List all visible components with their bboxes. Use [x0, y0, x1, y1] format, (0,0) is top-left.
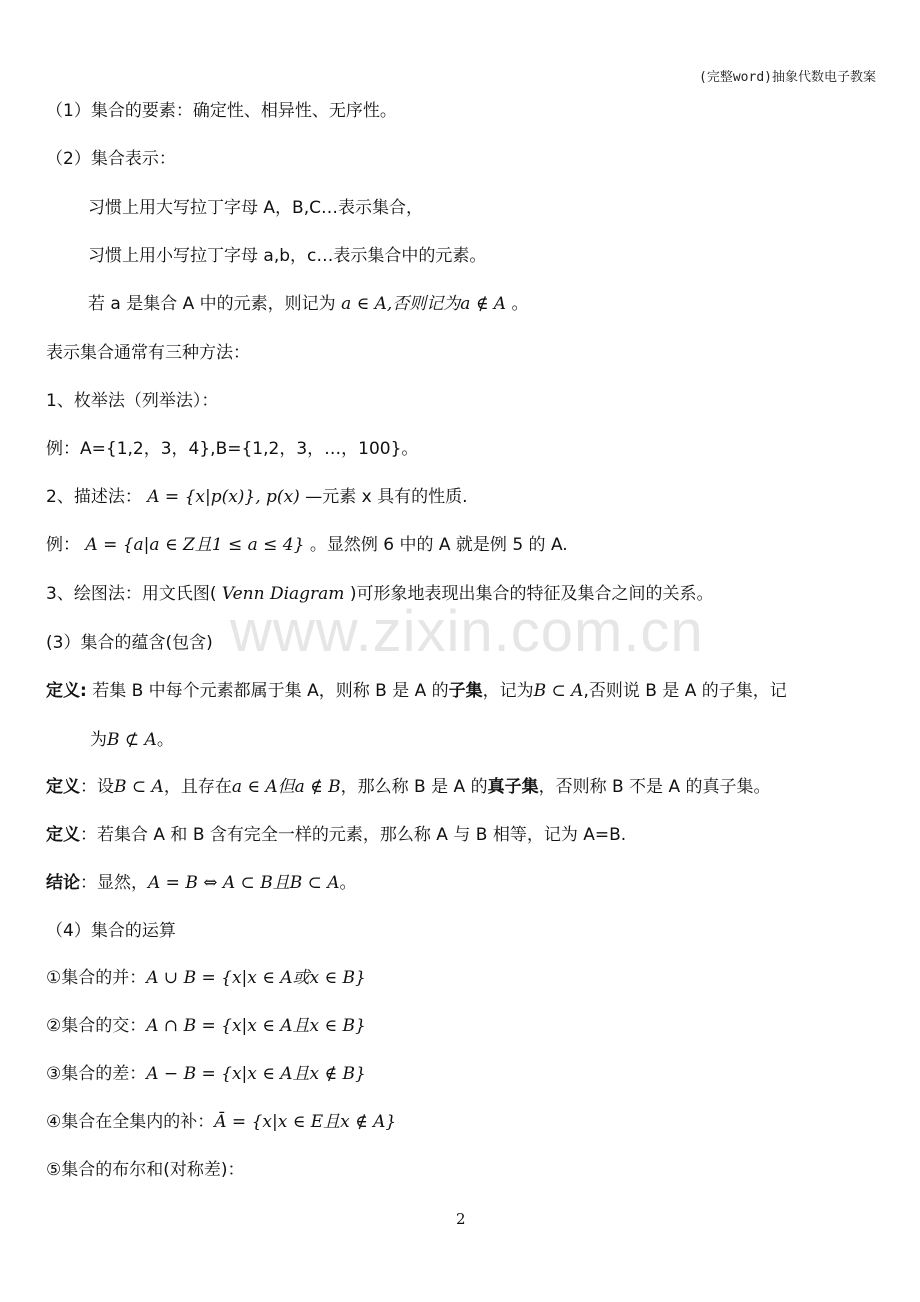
- proper-text-4: ，否则称 B 不是 A 的真子集。: [538, 777, 771, 797]
- line-intersection: [46, 1014, 366, 1038]
- line-equality-definition: [46, 823, 626, 847]
- conclusion-formula: A = B ⇔ A ⊂ B且B ⊂ A: [148, 873, 340, 893]
- proper-subset-term: 真子集: [487, 777, 539, 797]
- watermark: www.zixin.com.cn: [230, 599, 704, 664]
- line-conclusion: [46, 871, 357, 895]
- equality-text: ：若集合 A 和 B 含有完全一样的元素，那么称 A 与 B 相等，记为 A=B.: [80, 825, 627, 845]
- venn-label: 3、绘图法：用文氏图(: [46, 584, 217, 604]
- line-set-representation: （2）集合表示：: [46, 149, 176, 169]
- line-uppercase-letters: 习惯上用大写拉丁字母 A，B,C…表示集合，: [88, 198, 423, 218]
- union-label: ①集合的并：: [46, 968, 147, 988]
- line-enumeration: 1、枚举法（列举法）：: [46, 391, 219, 411]
- membership-formula: a ∈ A,否则记为a ∉ A: [341, 294, 507, 314]
- example-text: 。显然例 6 中的 A 就是例 5 的 A.: [309, 535, 568, 555]
- subset-text-3: ,否则说 B 是 A 的子集，记: [583, 681, 787, 701]
- venn-term: Venn Diagram: [221, 584, 345, 604]
- description-label: 2、描述法：: [46, 487, 142, 507]
- line-membership: [88, 292, 529, 316]
- proper-formula-1: B ⊂ A: [114, 777, 164, 797]
- line-lowercase-letters: 习惯上用小写拉丁字母 a,b，c…表示集合中的元素。: [88, 246, 487, 266]
- line-set-operations: （4）集合的运算: [46, 921, 176, 941]
- example-formula: A = {a|a ∈ Z且1 ≤ a ≤ 4}: [85, 535, 305, 555]
- conclusion-label: 结论: [46, 873, 80, 893]
- description-text: —元素 x 具有的性质.: [305, 487, 468, 507]
- line-description: [46, 485, 467, 509]
- union-formula: A ∪ B = {x|x ∈ A或x ∈ B}: [146, 968, 366, 988]
- proper-text-2: ，且存在: [163, 777, 232, 797]
- line-difference: [46, 1062, 366, 1086]
- line-description-example: [46, 533, 568, 557]
- difference-label: ③集合的差：: [46, 1064, 147, 1084]
- line-symmetric-difference: ⑤集合的布尔和(对称差)：: [46, 1160, 245, 1180]
- subset-text: 若集 B 中每个元素都属于集 A，则称 B 是 A 的: [86, 681, 449, 701]
- definition-label: 定义:: [46, 681, 87, 701]
- line-union: [46, 966, 366, 990]
- line-proper-subset-definition: [46, 775, 771, 799]
- membership-end: 。: [511, 294, 529, 314]
- line-three-methods: 表示集合通常有三种方法：: [46, 343, 250, 363]
- document-header: (完整word)抽象代数电子教案: [699, 70, 876, 85]
- definition-label: 定义: [46, 825, 80, 845]
- subset-text-2: ，记为: [482, 681, 534, 701]
- intersection-formula: A ∩ B = {x|x ∈ A且x ∈ B}: [146, 1016, 366, 1036]
- not-subset-end: 。: [156, 730, 174, 750]
- line-set-elements: （1）集合的要素：确定性、相异性、无序性。: [46, 101, 397, 121]
- page-number: 2: [456, 1210, 466, 1228]
- intersection-label: ②集合的交：: [46, 1016, 147, 1036]
- example-label: 例：: [46, 535, 80, 555]
- subset-formula: B ⊂ A: [533, 681, 584, 701]
- not-subset-formula: B ⊄ A: [107, 730, 157, 750]
- description-formula: A = {x|p(x)}, p(x): [147, 487, 300, 507]
- line-venn: [46, 582, 713, 606]
- line-subset-definition: [46, 679, 787, 703]
- complement-label: ④集合在全集内的补：: [46, 1112, 215, 1132]
- line-inclusion: (3）集合的蕴含(包含): [46, 633, 213, 653]
- conclusion-text: ：显然，: [80, 873, 148, 893]
- complement-formula: Ā = {x|x ∈ E且x ∉ A}: [214, 1112, 397, 1132]
- venn-text: )可形象地表现出集合的特征及集合之间的关系。: [349, 584, 714, 604]
- line-complement: [46, 1110, 396, 1134]
- conclusion-end: 。: [339, 873, 357, 893]
- line-enumeration-example: 例：A={1,2，3，4},B={1,2，3，…，100}。: [46, 439, 419, 459]
- proper-text-3: ，那么称 B 是 A 的: [340, 777, 488, 797]
- line-subset-definition-cont: [90, 728, 174, 752]
- proper-text: ：设: [80, 777, 114, 797]
- not-subset-prefix: 为: [90, 730, 107, 750]
- definition-label: 定义: [46, 777, 80, 797]
- membership-text: 若 a 是集合 A 中的元素，则记为: [88, 294, 336, 314]
- proper-formula-2: a ∈ A但a ∉ B: [231, 777, 341, 797]
- subset-term: 子集: [448, 681, 483, 701]
- difference-formula: A − B = {x|x ∈ A且x ∉ B}: [146, 1064, 366, 1084]
